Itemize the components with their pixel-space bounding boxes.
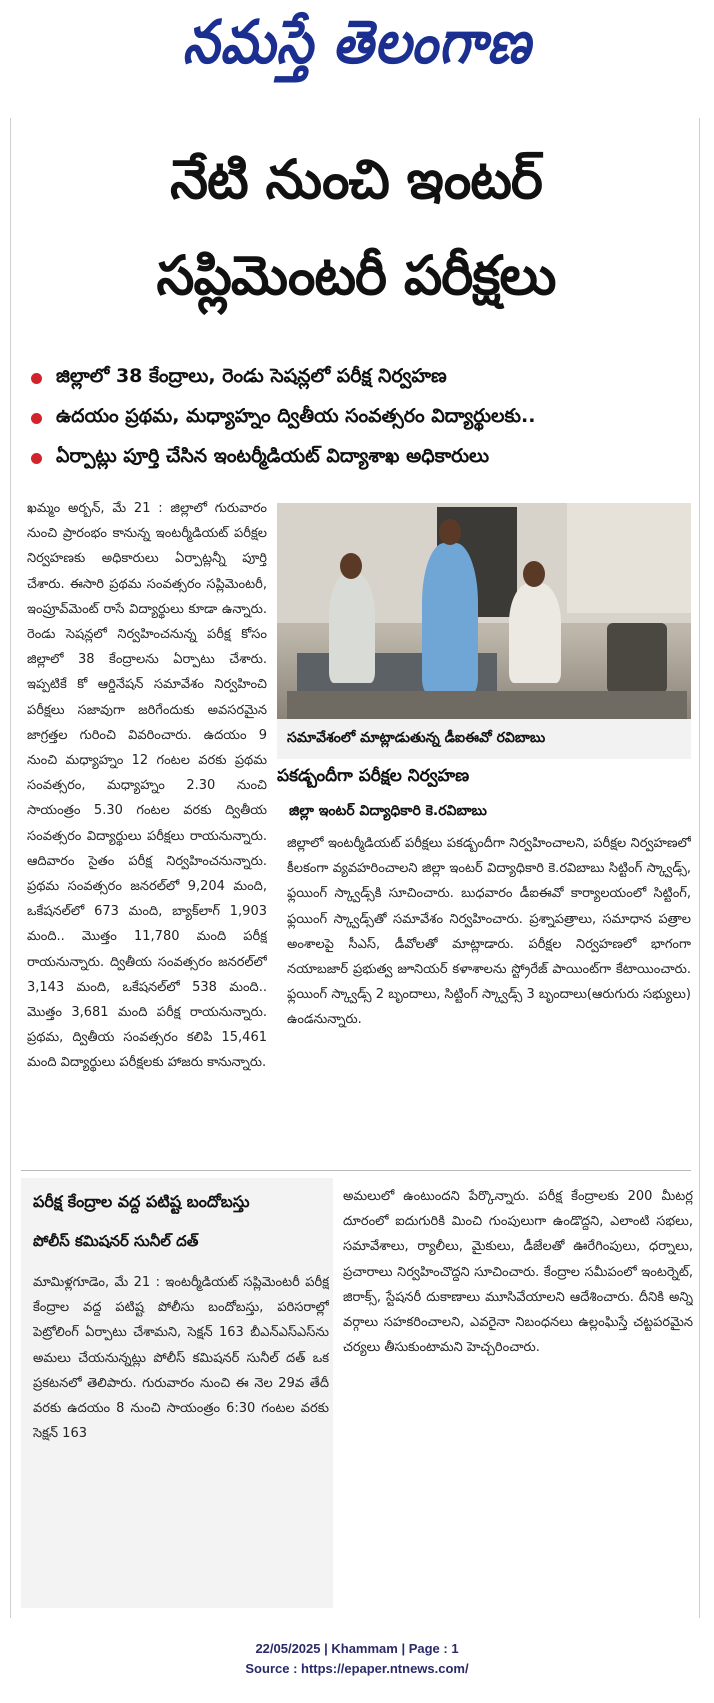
bullet-dot-icon — [31, 373, 42, 384]
section-body: జిల్లాలో ఇంటర్మీడియట్ పరీక్షలు పకడ్బందీగా నిర్వహించాలని, పరీక్షల నిర్వహణలో కీలకంగా వ్యవహరించాలని జిల్లా ఇంటర్ విద్యాధికారి కె.రవిబాబు సిట్టింగ్ స్క్వాడ్స్, ఫ్లయింగ్ స్క్వాడ్స్‌కి సూచించారు. బుధవారం డీఐఈవో కార్యాలయంలో సిట్టింగ్, ఫ్లయింగ్ స్క్వాడ్స్‌తో సమావేశం నిర్వహించారు. ప్రశ్నాపత్రాలు, సమాధాన పత్రాల అంశాలపై సీఎస్, డీవోలతో మాట్లాడారు. పరీక్షల నిర్వహణలో భాగంగా నయాబజార్ ప్రభుత్వ జూనియర్ కళాశాలను స్ట్రోరేజ్ పాయింట్‌గా కేటాయించారు. ఫ్లయింగ్ స్క్వాడ్స్ 2 బృందాలు, సిట్టింగ్ స్క్వాడ్స్ 3 బృందాలు(ఆరుగురు సభ్యులు) ఉండనున్నారు. — [287, 836, 691, 1028]
news-clipping — [10, 118, 700, 1618]
bullet-item — [31, 358, 691, 398]
police-box-heading: పరీక్ష కేంద్రాల వద్ద పటిష్ట బందోబస్తు — [33, 1192, 250, 1211]
masthead — [0, 0, 714, 100]
bullet-text: జిల్లాలో 38 కేంద్రాలు, రెండు సెషన్లలో పరీక్ష నిర్వహణ — [56, 364, 447, 387]
section-subheading: జిల్లా ఇంటర్ విద్యాధికారి కె.రవిబాబు — [289, 803, 487, 819]
bullet-text: ఉదయం ప్రథమ, మధ్యాహ్నం ద్వితీయ సంవత్సరం విద్యార్థులకు.. — [56, 404, 536, 427]
headline-line-2: సప్లిమెంటరీ పరీక్షలు — [156, 244, 556, 307]
summary-bullets — [31, 358, 691, 478]
police-story-continuation: అమలులో ఉంటుందని పేర్కొన్నారు. పరీక్ష కేంద్రాలకు 200 మీటర్ల దూరంలో ఐదుగురికి మించి గుంపులుగా ఉండొద్దని, ఎలాంటి సభలు, సమావేశాలు, ర్యాలీలు, మైకులు, డీజేలతో ఊరేగింపులు, ధర్నాలు, ప్రచారాలు నిర్వహించొద్దని సూచించారు. కేంద్రాల సమీపంలో ఇంటర్నెట్, జిరాక్స్, స్టేషనరీ దుకాణాలు మూసివేయాలని ఆదేశించారు. దీనికి అన్ని వర్గాలు సహకరించాలని, ఎవరైనా నిబంధనలు ఉల్లంఘిస్తే చట్టపరమైన చర్యలు తీసుకుంటామని హెచ్చరించారు. — [343, 1189, 693, 1356]
photo-caption: సమావేశంలో మాట్లాడుతున్న డీఐఈవో రవిబాబు — [277, 719, 691, 759]
edition-info: 22/05/2025 | Khammam | Page : 1 — [255, 1641, 459, 1656]
meeting-photo — [277, 503, 691, 719]
police-box — [21, 1178, 333, 1608]
source-link[interactable]: Source : https://epaper.ntnews.com/ — [245, 1661, 469, 1676]
bullet-dot-icon — [31, 453, 42, 464]
bullet-item — [31, 438, 691, 478]
divider — [21, 1170, 691, 1171]
police-box-subheading: పోలీస్ కమిషనర్ సునీల్ దత్ — [33, 1232, 199, 1250]
bullet-item — [31, 398, 691, 438]
main-story-body: ఖమ్మం అర్బన్, మే 21 : జిల్లాలో గురువారం నుంచి ప్రారంభం కానున్న ఇంటర్మీడియట్ పరీక్షల నిర్వహణకు అధికారులు ఏర్పాట్లన్నీ పూర్తి చేశారు. ఈసారి ప్రథమ సంవత్సరం సప్లిమెంటరీ, ఇంప్రూవ్‌మెంట్ రాసే విద్యార్థులు కూడా ఉన్నారు. రెండు సెషన్లలో నిర్వహించనున్న పరీక్ష కోసం జిల్లాలో 38 కేంద్రాలను ఏర్పాటు చేశారు. ఇప్పటికే కో ఆర్డినేషన్ సమావేశం నిర్వహించి పరీక్షలు సజావుగా జరిగేందుకు అవసరమైన జాగ్రత్తల గురించి వివరించారు. ఉదయం 9 నుంచి మధ్యాహ్నం 12 గంటల వరకు ప్రథమ సంవత్సరం, మధ్యాహ్నం 2.30 నుంచి సాయంత్రం 5.30 గంటల వరకు ద్వితీయ సంవత్సరం విద్యార్థులు పరీక్షలు రాయనున్నారు. ఆదివారం సైతం పరీక్ష నిర్వహించనున్నారు. ప్రథమ సంవత్సరం జనరల్‌లో 9,204 మంది, ఒకేషనల్‌లో 673 మంది, బ్యాక్‌లాగ్ 1,903 మంది.. మొత్తం 11,780 మంది పరీక్ష రాయనున్నారు. ద్వితీయ సంవత్సరం జనరల్‌లో 3,143 మంది, ఒకేషనల్‌లో 538 మంది.. మొత్తం 3,681 మంది పరీక్ష రాయనున్నారు. ప్రథమ, ద్వితీయ సంవత్సరం కలిపి 15,461 మంది విద్యార్థులు పరీక్షలకు హాజరు కానున్నారు. — [27, 501, 267, 1071]
headline-line-1: నేటి నుంచి ఇంటర్ — [170, 148, 542, 211]
bullet-text: ఏర్పాట్లు పూర్తి చేసిన ఇంటర్మీడియట్ విద్యాశాఖ అధికారులు — [56, 444, 490, 467]
bullet-dot-icon — [31, 413, 42, 424]
newspaper-logo: నమస్తే తెలంగాణ — [182, 7, 532, 78]
section-heading: పకడ్బందీగా పరీక్షల నిర్వహణ — [277, 766, 470, 786]
police-box-body: మామిళ్లగూడెం, మే 21 : ఇంటర్మీడియట్ సప్లిమెంటరీ పరీక్ష కేంద్రాల వద్ద పటిష్ట పోలీసు బందోబస్తు, పరిసరాల్లో పెట్రోలింగ్ ఏర్పాటు చేశామని, సెక్షన్ 163 బీఎన్ఎస్ఎస్‌ను అమలు చేయనున్నట్లు పోలీస్ కమిషనర్ సునీల్ దత్ ఒక ప్రకటనలో తెలిపారు. గురువారం నుంచి ఈ నెల 29వ తేదీ వరకు ఉదయం 8 నుంచి సాయంత్రం 6:30 గంటల వరకు సెక్షన్ 163 — [33, 1275, 329, 1442]
